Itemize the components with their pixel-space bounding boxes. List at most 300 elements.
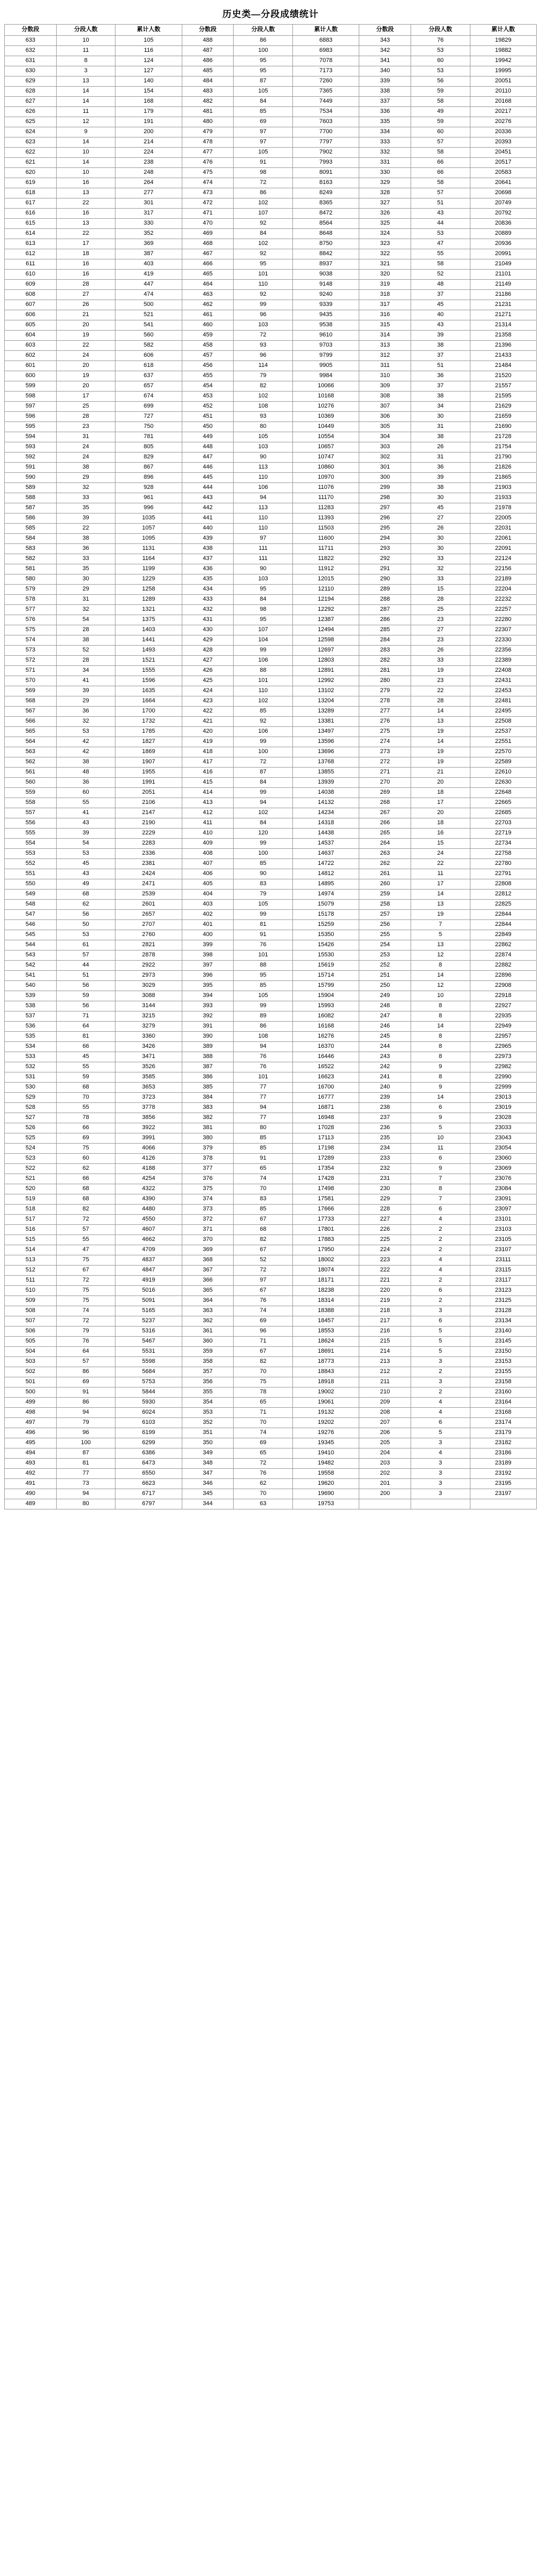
cell-cumulative-3: 22935 bbox=[470, 1011, 536, 1022]
cell-cumulative-1: 4322 bbox=[115, 1184, 182, 1194]
cell-count-2: 76 bbox=[234, 1296, 293, 1306]
cell-score-3: 240 bbox=[359, 1083, 411, 1093]
cell-count-1: 20 bbox=[56, 361, 115, 371]
cell-cumulative-3: 21978 bbox=[470, 503, 536, 513]
cell-cumulative-1: 896 bbox=[115, 473, 182, 483]
cell-score-2: 424 bbox=[182, 686, 234, 696]
cell-score-1: 505 bbox=[5, 1337, 57, 1347]
cell-score-1: 617 bbox=[5, 198, 57, 209]
cell-count-1: 72 bbox=[56, 1316, 115, 1327]
cell-count-3: 28 bbox=[411, 595, 470, 605]
cell-score-1: 582 bbox=[5, 554, 57, 564]
cell-cumulative-3: 21101 bbox=[470, 270, 536, 280]
cell-cumulative-3: 22453 bbox=[470, 686, 536, 696]
cell-count-2: 94 bbox=[234, 798, 293, 808]
cell-score-3: 204 bbox=[359, 1448, 411, 1459]
cell-count-1: 13 bbox=[56, 76, 115, 87]
cell-score-2: 347 bbox=[182, 1469, 234, 1479]
cell-cumulative-3: 22957 bbox=[470, 1032, 536, 1042]
cell-score-1: 601 bbox=[5, 361, 57, 371]
table-row bbox=[5, 1062, 537, 1072]
cell-score-2: 485 bbox=[182, 66, 234, 76]
cell-score-3: 200 bbox=[359, 1489, 411, 1499]
cell-cumulative-3: 23140 bbox=[470, 1327, 536, 1337]
cell-cumulative-2: 14722 bbox=[292, 859, 359, 869]
table-row bbox=[5, 696, 537, 707]
cell-score-1: 605 bbox=[5, 320, 57, 331]
cell-count-2: 107 bbox=[234, 625, 293, 635]
cell-cumulative-2: 19753 bbox=[292, 1499, 359, 1509]
cell-count-1: 55 bbox=[56, 1235, 115, 1245]
cell-score-2: 378 bbox=[182, 1154, 234, 1164]
cell-cumulative-2: 10276 bbox=[292, 402, 359, 412]
cell-count-1: 64 bbox=[56, 1022, 115, 1032]
cell-count-2: 97 bbox=[234, 127, 293, 137]
cell-score-2: 433 bbox=[182, 595, 234, 605]
cell-cumulative-1: 674 bbox=[115, 392, 182, 402]
cell-cumulative-1: 3360 bbox=[115, 1032, 182, 1042]
cell-count-3: 51 bbox=[411, 198, 470, 209]
cell-count-2: 106 bbox=[234, 656, 293, 666]
cell-count-3: 8 bbox=[411, 1072, 470, 1083]
cell-count-3: 58 bbox=[411, 259, 470, 270]
cell-count-2: 78 bbox=[234, 1387, 293, 1398]
cell-score-1: 556 bbox=[5, 818, 57, 829]
cell-cumulative-3: 22124 bbox=[470, 554, 536, 564]
cell-count-3: 3 bbox=[411, 1357, 470, 1367]
cell-count-3: 19 bbox=[411, 747, 470, 757]
cell-count-3: 47 bbox=[411, 239, 470, 249]
cell-count-3: 60 bbox=[411, 56, 470, 66]
cell-count-2: 84 bbox=[234, 229, 293, 239]
cell-score-3: 250 bbox=[359, 981, 411, 991]
cell-count-2: 84 bbox=[234, 97, 293, 107]
table-row bbox=[5, 56, 537, 66]
cell-cumulative-3: 23107 bbox=[470, 1245, 536, 1255]
cell-score-1: 498 bbox=[5, 1408, 57, 1418]
cell-count-3: 4 bbox=[411, 1408, 470, 1418]
cell-score-1: 575 bbox=[5, 625, 57, 635]
cell-cumulative-2: 18773 bbox=[292, 1357, 359, 1367]
cell-count-2: 91 bbox=[234, 1154, 293, 1164]
cell-cumulative-3: 23097 bbox=[470, 1205, 536, 1215]
cell-score-3: 332 bbox=[359, 148, 411, 158]
cell-cumulative-3: 22156 bbox=[470, 564, 536, 574]
cell-cumulative-3: 22849 bbox=[470, 930, 536, 940]
cell-score-3: 334 bbox=[359, 127, 411, 137]
table-row bbox=[5, 757, 537, 768]
table-row bbox=[5, 1306, 537, 1316]
cell-score-1: 581 bbox=[5, 564, 57, 574]
cell-count-1: 29 bbox=[56, 585, 115, 595]
cell-cumulative-1: 2106 bbox=[115, 798, 182, 808]
cell-score-2: 410 bbox=[182, 829, 234, 839]
cell-count-1: 70 bbox=[56, 1093, 115, 1103]
cell-count-2: 92 bbox=[234, 290, 293, 300]
cell-score-1: 499 bbox=[5, 1398, 57, 1408]
cell-count-2: 110 bbox=[234, 280, 293, 290]
cell-score-1: 492 bbox=[5, 1469, 57, 1479]
cell-cumulative-2: 11393 bbox=[292, 513, 359, 524]
cell-cumulative-2: 7993 bbox=[292, 158, 359, 168]
cell-count-1: 50 bbox=[56, 920, 115, 930]
cell-count-1: 66 bbox=[56, 1123, 115, 1133]
cell-count-2: 103 bbox=[234, 320, 293, 331]
cell-cumulative-2: 12194 bbox=[292, 595, 359, 605]
table-row bbox=[5, 1184, 537, 1194]
cell-cumulative-2: 10066 bbox=[292, 381, 359, 392]
cell-count-3: 10 bbox=[411, 991, 470, 1001]
cell-count-3: 49 bbox=[411, 107, 470, 117]
table-row bbox=[5, 463, 537, 473]
cell-count-3: 5 bbox=[411, 930, 470, 940]
cell-count-2: 98 bbox=[234, 168, 293, 178]
cell-score-2: 406 bbox=[182, 869, 234, 879]
cell-count-1: 28 bbox=[56, 412, 115, 422]
cell-score-1: 550 bbox=[5, 879, 57, 890]
cell-cumulative-3: 23179 bbox=[470, 1428, 536, 1438]
cell-count-2: 72 bbox=[234, 178, 293, 188]
cell-cumulative-3: 21231 bbox=[470, 300, 536, 310]
cell-cumulative-2: 11170 bbox=[292, 493, 359, 503]
table-row bbox=[5, 422, 537, 432]
cell-score-1: 547 bbox=[5, 910, 57, 920]
cell-score-2: 402 bbox=[182, 910, 234, 920]
cell-cumulative-1: 369 bbox=[115, 239, 182, 249]
cell-count-3: 27 bbox=[411, 513, 470, 524]
cell-count-1: 22 bbox=[56, 524, 115, 534]
cell-cumulative-2: 7902 bbox=[292, 148, 359, 158]
cell-count-3: 9 bbox=[411, 1062, 470, 1072]
cell-score-1: 603 bbox=[5, 341, 57, 351]
cell-cumulative-3: 20836 bbox=[470, 219, 536, 229]
cell-score-1: 604 bbox=[5, 331, 57, 341]
cell-score-1: 562 bbox=[5, 757, 57, 768]
cell-cumulative-1: 1907 bbox=[115, 757, 182, 768]
cell-score-3: 218 bbox=[359, 1306, 411, 1316]
table-row bbox=[5, 1266, 537, 1276]
cell-cumulative-3: 21865 bbox=[470, 473, 536, 483]
cell-cumulative-2: 8091 bbox=[292, 168, 359, 178]
cell-count-1: 36 bbox=[56, 544, 115, 554]
table-row bbox=[5, 331, 537, 341]
cell-cumulative-3: 23192 bbox=[470, 1469, 536, 1479]
cell-cumulative-1: 3922 bbox=[115, 1123, 182, 1133]
cell-score-2: 481 bbox=[182, 107, 234, 117]
cell-cumulative-3: 22570 bbox=[470, 747, 536, 757]
cell-score-2: 391 bbox=[182, 1022, 234, 1032]
table-row bbox=[5, 1022, 537, 1032]
cell-score-3: 212 bbox=[359, 1367, 411, 1377]
cell-score-3: 288 bbox=[359, 595, 411, 605]
cell-count-1: 61 bbox=[56, 940, 115, 950]
cell-score-2: 350 bbox=[182, 1438, 234, 1448]
cell-cumulative-2: 12494 bbox=[292, 625, 359, 635]
cell-count-3: 13 bbox=[411, 900, 470, 910]
cell-count-3: 38 bbox=[411, 392, 470, 402]
cell-count-3: 66 bbox=[411, 158, 470, 168]
cell-cumulative-3: 20936 bbox=[470, 239, 536, 249]
cell-score-2: 449 bbox=[182, 432, 234, 442]
cell-count-2: 95 bbox=[234, 971, 293, 981]
cell-score-3: 267 bbox=[359, 808, 411, 818]
cell-cumulative-2: 15259 bbox=[292, 920, 359, 930]
cell-count-1: 41 bbox=[56, 808, 115, 818]
cell-count-2: 101 bbox=[234, 676, 293, 686]
cell-score-1: 553 bbox=[5, 849, 57, 859]
cell-count-2: 70 bbox=[234, 1367, 293, 1377]
cell-score-2: 384 bbox=[182, 1093, 234, 1103]
cell-cumulative-3: 23019 bbox=[470, 1103, 536, 1113]
cell-score-3: 247 bbox=[359, 1011, 411, 1022]
table-row bbox=[5, 107, 537, 117]
cell-count-3: 5 bbox=[411, 1327, 470, 1337]
cell-cumulative-1: 1441 bbox=[115, 635, 182, 646]
cell-score-1: 543 bbox=[5, 950, 57, 961]
cell-count-3: 38 bbox=[411, 483, 470, 493]
cell-score-3: 273 bbox=[359, 747, 411, 757]
cell-count-2: 102 bbox=[234, 696, 293, 707]
cell-cumulative-2: 11711 bbox=[292, 544, 359, 554]
cell-score-1: 537 bbox=[5, 1011, 57, 1022]
cell-count-2: 110 bbox=[234, 473, 293, 483]
cell-cumulative-3: 22825 bbox=[470, 900, 536, 910]
cell-count-3: 2 bbox=[411, 1235, 470, 1245]
table-row bbox=[5, 981, 537, 991]
cell-count-2: 79 bbox=[234, 890, 293, 900]
cell-cumulative-2: 14637 bbox=[292, 849, 359, 859]
cell-score-3: 242 bbox=[359, 1062, 411, 1072]
cell-count-2: 85 bbox=[234, 859, 293, 869]
cell-count-1: 24 bbox=[56, 351, 115, 361]
cell-count-2: 103 bbox=[234, 574, 293, 585]
cell-count-1: 13 bbox=[56, 219, 115, 229]
table-row bbox=[5, 737, 537, 747]
cell-cumulative-2: 8472 bbox=[292, 209, 359, 219]
cell-score-3: 261 bbox=[359, 869, 411, 879]
cell-count-1: 32 bbox=[56, 717, 115, 727]
cell-score-3: 269 bbox=[359, 788, 411, 798]
cell-score-1: 495 bbox=[5, 1438, 57, 1448]
table-row bbox=[5, 554, 537, 564]
cell-count-2: 95 bbox=[234, 259, 293, 270]
table-row bbox=[5, 574, 537, 585]
cell-cumulative-1: 3585 bbox=[115, 1072, 182, 1083]
cell-score-1: 586 bbox=[5, 513, 57, 524]
table-row bbox=[5, 127, 537, 137]
cell-score-2: 470 bbox=[182, 219, 234, 229]
cell-cumulative-2: 11283 bbox=[292, 503, 359, 513]
cell-cumulative-3: 21629 bbox=[470, 402, 536, 412]
cell-cumulative-1: 124 bbox=[115, 56, 182, 66]
cell-cumulative-1: 1199 bbox=[115, 564, 182, 574]
cell-count-1: 18 bbox=[56, 249, 115, 259]
table-row bbox=[5, 341, 537, 351]
cell-score-2: 488 bbox=[182, 36, 234, 46]
table-row bbox=[5, 1032, 537, 1042]
cell-count-1: 53 bbox=[56, 849, 115, 859]
cell-score-3: 213 bbox=[359, 1357, 411, 1367]
cell-score-3: 278 bbox=[359, 696, 411, 707]
cell-score-3: 279 bbox=[359, 686, 411, 696]
cell-count-1: 68 bbox=[56, 1194, 115, 1205]
table-row bbox=[5, 1011, 537, 1022]
table-row bbox=[5, 1001, 537, 1011]
cell-cumulative-2: 19132 bbox=[292, 1408, 359, 1418]
table-row bbox=[5, 534, 537, 544]
cell-score-1: 515 bbox=[5, 1235, 57, 1245]
cell-count-1: 22 bbox=[56, 341, 115, 351]
cell-score-1: 623 bbox=[5, 137, 57, 148]
cell-score-2: 438 bbox=[182, 544, 234, 554]
table-row bbox=[5, 1113, 537, 1123]
cell-score-1: 618 bbox=[5, 188, 57, 198]
cell-score-1: 625 bbox=[5, 117, 57, 127]
cell-count-3: 11 bbox=[411, 869, 470, 879]
cell-cumulative-2: 13596 bbox=[292, 737, 359, 747]
cell-count-3: 30 bbox=[411, 493, 470, 503]
cell-score-2: 480 bbox=[182, 117, 234, 127]
cell-score-2: 360 bbox=[182, 1337, 234, 1347]
cell-count-1: 42 bbox=[56, 747, 115, 757]
cell-score-2: 446 bbox=[182, 463, 234, 473]
column-header-count-3: 分段人数 bbox=[411, 25, 470, 36]
cell-count-1: 24 bbox=[56, 442, 115, 453]
cell-score-1: 559 bbox=[5, 788, 57, 798]
cell-count-3: 38 bbox=[411, 432, 470, 442]
table-row bbox=[5, 66, 537, 76]
cell-cumulative-2: 14537 bbox=[292, 839, 359, 849]
cell-score-1: 580 bbox=[5, 574, 57, 585]
cell-score-3: 262 bbox=[359, 859, 411, 869]
cell-count-1: 43 bbox=[56, 869, 115, 879]
cell-score-2: 393 bbox=[182, 1001, 234, 1011]
cell-score-1: 602 bbox=[5, 351, 57, 361]
cell-count-1: 75 bbox=[56, 1144, 115, 1154]
cell-score-3: 251 bbox=[359, 971, 411, 981]
cell-cumulative-2: 15426 bbox=[292, 940, 359, 950]
cell-count-1: 35 bbox=[56, 503, 115, 513]
cell-count-3: 3 bbox=[411, 1479, 470, 1489]
cell-score-3: 259 bbox=[359, 890, 411, 900]
table-row bbox=[5, 991, 537, 1001]
cell-score-3: 229 bbox=[359, 1194, 411, 1205]
cell-score-2: 403 bbox=[182, 900, 234, 910]
cell-count-2: 103 bbox=[234, 442, 293, 453]
cell-score-3: 221 bbox=[359, 1276, 411, 1286]
cell-cumulative-2: 18238 bbox=[292, 1286, 359, 1296]
cell-score-2: 465 bbox=[182, 270, 234, 280]
cell-cumulative-1: 5316 bbox=[115, 1327, 182, 1337]
cell-score-2: 377 bbox=[182, 1164, 234, 1174]
table-row bbox=[5, 381, 537, 392]
cell-cumulative-2: 17428 bbox=[292, 1174, 359, 1184]
cell-count-2: 101 bbox=[234, 950, 293, 961]
cell-score-2: 429 bbox=[182, 635, 234, 646]
cell-cumulative-2: 8648 bbox=[292, 229, 359, 239]
cell-cumulative-3: 22918 bbox=[470, 991, 536, 1001]
cell-count-3: 28 bbox=[411, 696, 470, 707]
cell-count-3: 32 bbox=[411, 564, 470, 574]
table-row bbox=[5, 503, 537, 513]
cell-count-3: 53 bbox=[411, 229, 470, 239]
cell-score-2: 425 bbox=[182, 676, 234, 686]
cell-score-3: 226 bbox=[359, 1225, 411, 1235]
cell-score-3: 305 bbox=[359, 422, 411, 432]
cell-score-2: 475 bbox=[182, 168, 234, 178]
cell-score-3: 308 bbox=[359, 392, 411, 402]
cell-score-2: 432 bbox=[182, 605, 234, 615]
cell-cumulative-1: 1403 bbox=[115, 625, 182, 635]
cell-score-2: 422 bbox=[182, 707, 234, 717]
cell-cumulative-3: 22204 bbox=[470, 585, 536, 595]
cell-count-1: 51 bbox=[56, 971, 115, 981]
cell-count-1: 59 bbox=[56, 1072, 115, 1083]
cell-score-1: 528 bbox=[5, 1103, 57, 1113]
cell-score-2: 474 bbox=[182, 178, 234, 188]
cell-cumulative-2: 7534 bbox=[292, 107, 359, 117]
cell-cumulative-3: 23128 bbox=[470, 1306, 536, 1316]
cell-score-3: 210 bbox=[359, 1387, 411, 1398]
cell-count-3: 6 bbox=[411, 1154, 470, 1164]
cell-count-1: 45 bbox=[56, 1052, 115, 1062]
cell-cumulative-1: 5930 bbox=[115, 1398, 182, 1408]
cell-cumulative-1: 1057 bbox=[115, 524, 182, 534]
table-row bbox=[5, 676, 537, 686]
cell-cumulative-2: 19410 bbox=[292, 1448, 359, 1459]
cell-cumulative-2: 14234 bbox=[292, 808, 359, 818]
cell-count-1: 31 bbox=[56, 595, 115, 605]
cell-cumulative-1: 330 bbox=[115, 219, 182, 229]
cell-score-1: 611 bbox=[5, 259, 57, 270]
cell-score-1: 628 bbox=[5, 87, 57, 97]
cell-score-3: 320 bbox=[359, 270, 411, 280]
table-row bbox=[5, 402, 537, 412]
table-row bbox=[5, 371, 537, 381]
cell-score-3: 258 bbox=[359, 900, 411, 910]
cell-score-1: 614 bbox=[5, 229, 57, 239]
cell-score-1: 621 bbox=[5, 158, 57, 168]
cell-count-2: 82 bbox=[234, 1235, 293, 1245]
cell-score-1: 615 bbox=[5, 219, 57, 229]
cell-cumulative-2: 13696 bbox=[292, 747, 359, 757]
cell-count-3: 31 bbox=[411, 422, 470, 432]
cell-score-3: 274 bbox=[359, 737, 411, 747]
table-row bbox=[5, 1225, 537, 1235]
cell-count-1: 16 bbox=[56, 209, 115, 219]
cell-count-1: 28 bbox=[56, 625, 115, 635]
cell-count-3: 40 bbox=[411, 310, 470, 320]
cell-count-3: 25 bbox=[411, 605, 470, 615]
cell-cumulative-2: 19061 bbox=[292, 1398, 359, 1408]
cell-cumulative-2: 16522 bbox=[292, 1062, 359, 1072]
cell-score-3: 300 bbox=[359, 473, 411, 483]
cell-count-2: 74 bbox=[234, 1428, 293, 1438]
cell-count-2: 105 bbox=[234, 148, 293, 158]
cell-score-3: 294 bbox=[359, 534, 411, 544]
cell-score-1: 510 bbox=[5, 1286, 57, 1296]
cell-score-2: 461 bbox=[182, 310, 234, 320]
cell-cumulative-2: 9240 bbox=[292, 290, 359, 300]
table-row bbox=[5, 778, 537, 788]
cell-score-1: 591 bbox=[5, 463, 57, 473]
cell-count-1: 75 bbox=[56, 1286, 115, 1296]
cell-score-1: 577 bbox=[5, 605, 57, 615]
cell-count-3: 13 bbox=[411, 717, 470, 727]
cell-cumulative-2: 13204 bbox=[292, 696, 359, 707]
cell-cumulative-3: 22091 bbox=[470, 544, 536, 554]
cell-cumulative-2: 13102 bbox=[292, 686, 359, 696]
